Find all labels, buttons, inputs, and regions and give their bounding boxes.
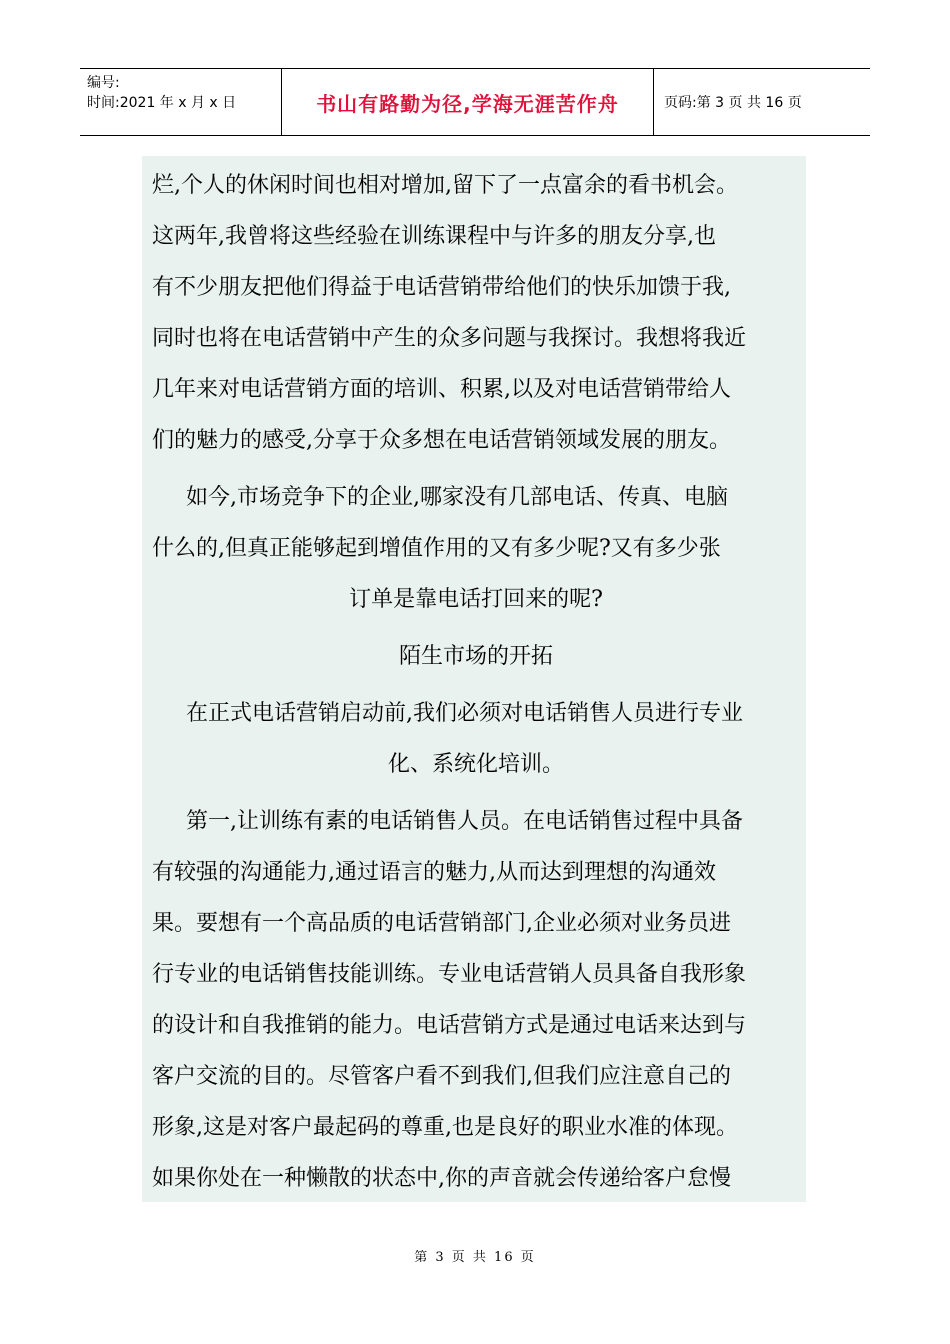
text-line: 烂,个人的休闲时间也相对增加,留下了一点富余的看书机会。 — [152, 173, 738, 198]
text-line: 果。要想有一个高品质的电话营销部门,企业必须对业务员进 — [152, 911, 731, 936]
text-line: 如果你处在一种懒散的状态中,你的声音就会传递给客户怠慢 — [152, 1166, 731, 1191]
header-motto: 书山有路勤为径,学海无涯苦作舟 — [282, 69, 654, 135]
header-meta — [80, 69, 282, 135]
text-line: 什么的,但真正能够起到增值作用的又有多少呢?又有多少张 — [152, 536, 721, 561]
text-line: 这两年,我曾将这些经验在训练课程中与许多的朋友分享,也 — [152, 224, 716, 249]
text-line: 同时也将在电话营销中产生的众多问题与我探讨。我想将我近 — [152, 326, 747, 351]
page-footer: 第 3 页 共 16 页 — [414, 1250, 536, 1265]
text-line: 在正式电话营销启动前,我们必须对电话销售人员进行专业 — [186, 701, 743, 726]
text-line: 订单是靠电话打回来的呢? — [349, 587, 603, 612]
text-line: 行专业的电话销售技能训练。专业电话营销人员具备自我形象 — [152, 962, 747, 987]
text-line: 的设计和自我推销的能力。电话营销方式是通过电话来达到与 — [152, 1013, 747, 1038]
text-line: 有较强的沟通能力,通过语言的魅力,从而达到理想的沟通效 — [152, 860, 716, 885]
text-line: 化、系统化培训。 — [387, 752, 564, 777]
text-line: 们的魅力的感受,分享于众多想在电话营销领域发展的朋友。 — [152, 428, 731, 453]
doc-number-label: 编号: — [87, 75, 120, 91]
time-label: 时间:2021 年 x 月 x 日 — [87, 95, 237, 111]
document-body — [142, 156, 806, 1202]
text-line: 几年来对电话营销方面的培训、积累,以及对电话营销带给人 — [152, 377, 731, 402]
text-line: 有不少朋友把他们得益于电话营销带给他们的快乐加馈于我, — [152, 275, 731, 300]
text-line: 如今,市场竞争下的企业,哪家没有几部电话、传真、电脑 — [186, 485, 728, 510]
text-line: 形象,这是对客户最起码的尊重,也是良好的职业水准的体现。 — [152, 1115, 738, 1140]
section-heading: 陌生市场的开拓 — [398, 644, 553, 669]
text-line: 第一,让训练有素的电话销售人员。在电话销售过程中具备 — [186, 809, 743, 834]
page-header — [80, 68, 870, 136]
text-line: 客户交流的目的。尽管客户看不到我们,但我们应注意自己的 — [152, 1064, 731, 1089]
header-page-info: 页码:第 3 页 共 16 页 — [664, 95, 802, 111]
